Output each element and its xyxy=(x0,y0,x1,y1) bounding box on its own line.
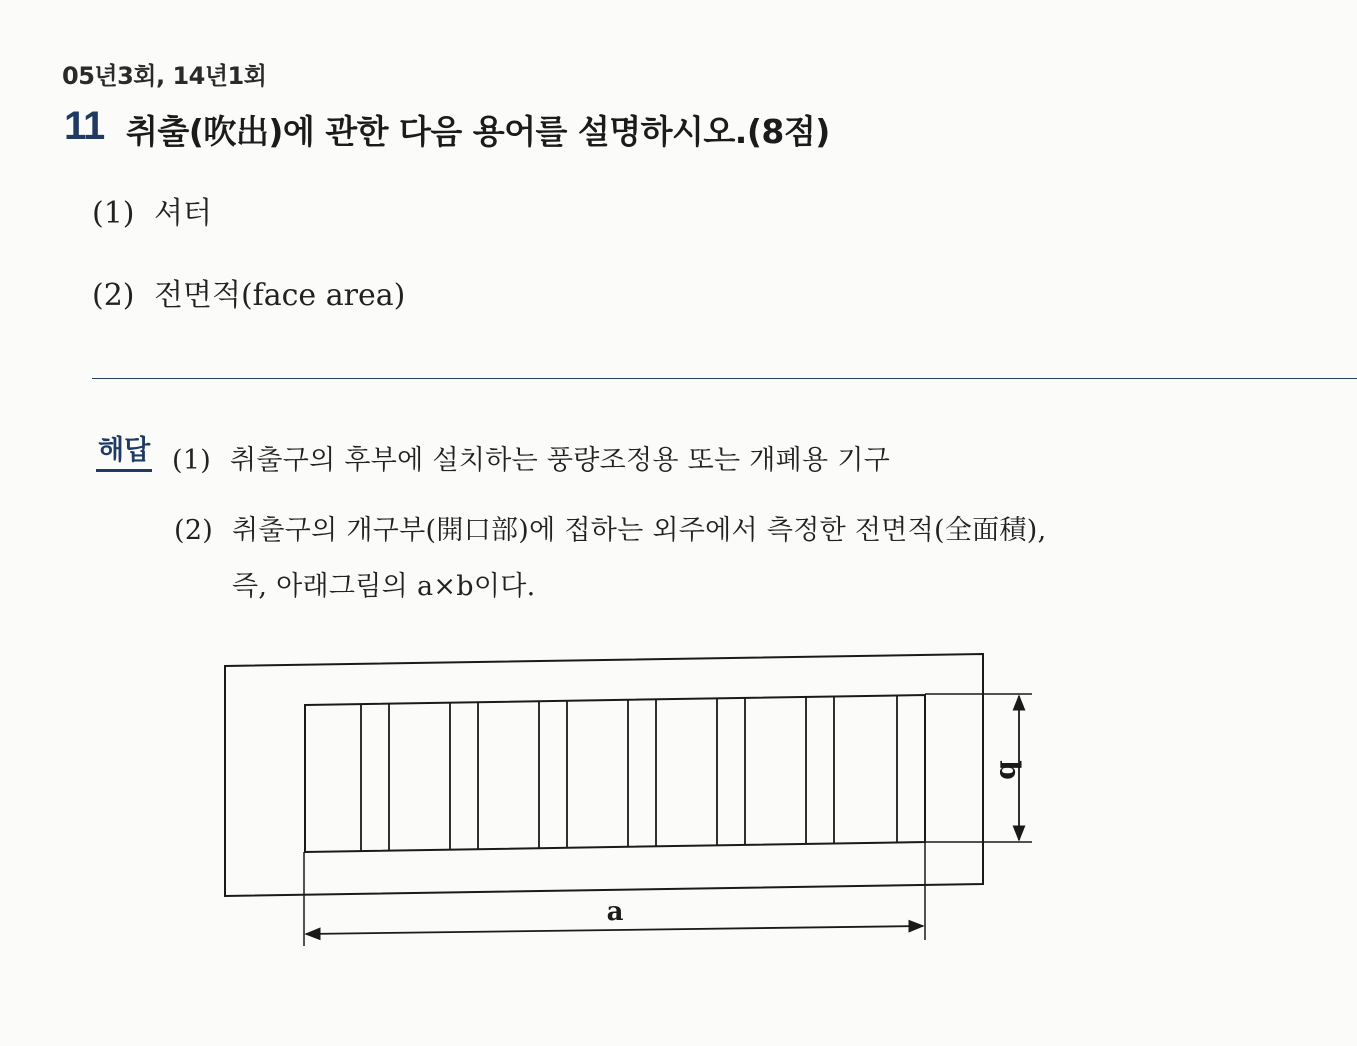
answer-item-text: 취출구의 후부에 설치하는 풍량조정용 또는 개폐용 기구 xyxy=(230,445,891,476)
question-title: 취출(吹出)에 관한 다음 용어를 설명하시오.(8점) xyxy=(126,112,830,151)
source-label: 05년3회, 14년1회 xyxy=(62,62,267,90)
answer-item-text: 취출구의 개구부(開口部)에 접하는 외주에서 측정한 전면적(全面積), xyxy=(232,515,1047,546)
dimension-a-arrow xyxy=(306,926,923,934)
question-item-number: (1) xyxy=(92,196,135,231)
question-item-number: (2) xyxy=(92,278,135,313)
question-item-text: 전면적(face area) xyxy=(154,278,406,313)
question-number: 11 xyxy=(64,104,105,148)
answer-label: 해답 xyxy=(98,435,151,466)
opening-face xyxy=(305,695,925,852)
question-item-text: 셔터 xyxy=(154,196,212,231)
louver-group xyxy=(361,695,897,851)
answer-item-number: (2) xyxy=(174,515,214,546)
dimension-b-label: b xyxy=(993,760,1026,780)
outer-frame xyxy=(225,654,983,896)
answer-item-continuation: 즉, 아래그림의 a×b이다. xyxy=(232,571,536,602)
dimension-a-label: a xyxy=(606,897,624,927)
answer-item-number: (1) xyxy=(172,445,212,476)
